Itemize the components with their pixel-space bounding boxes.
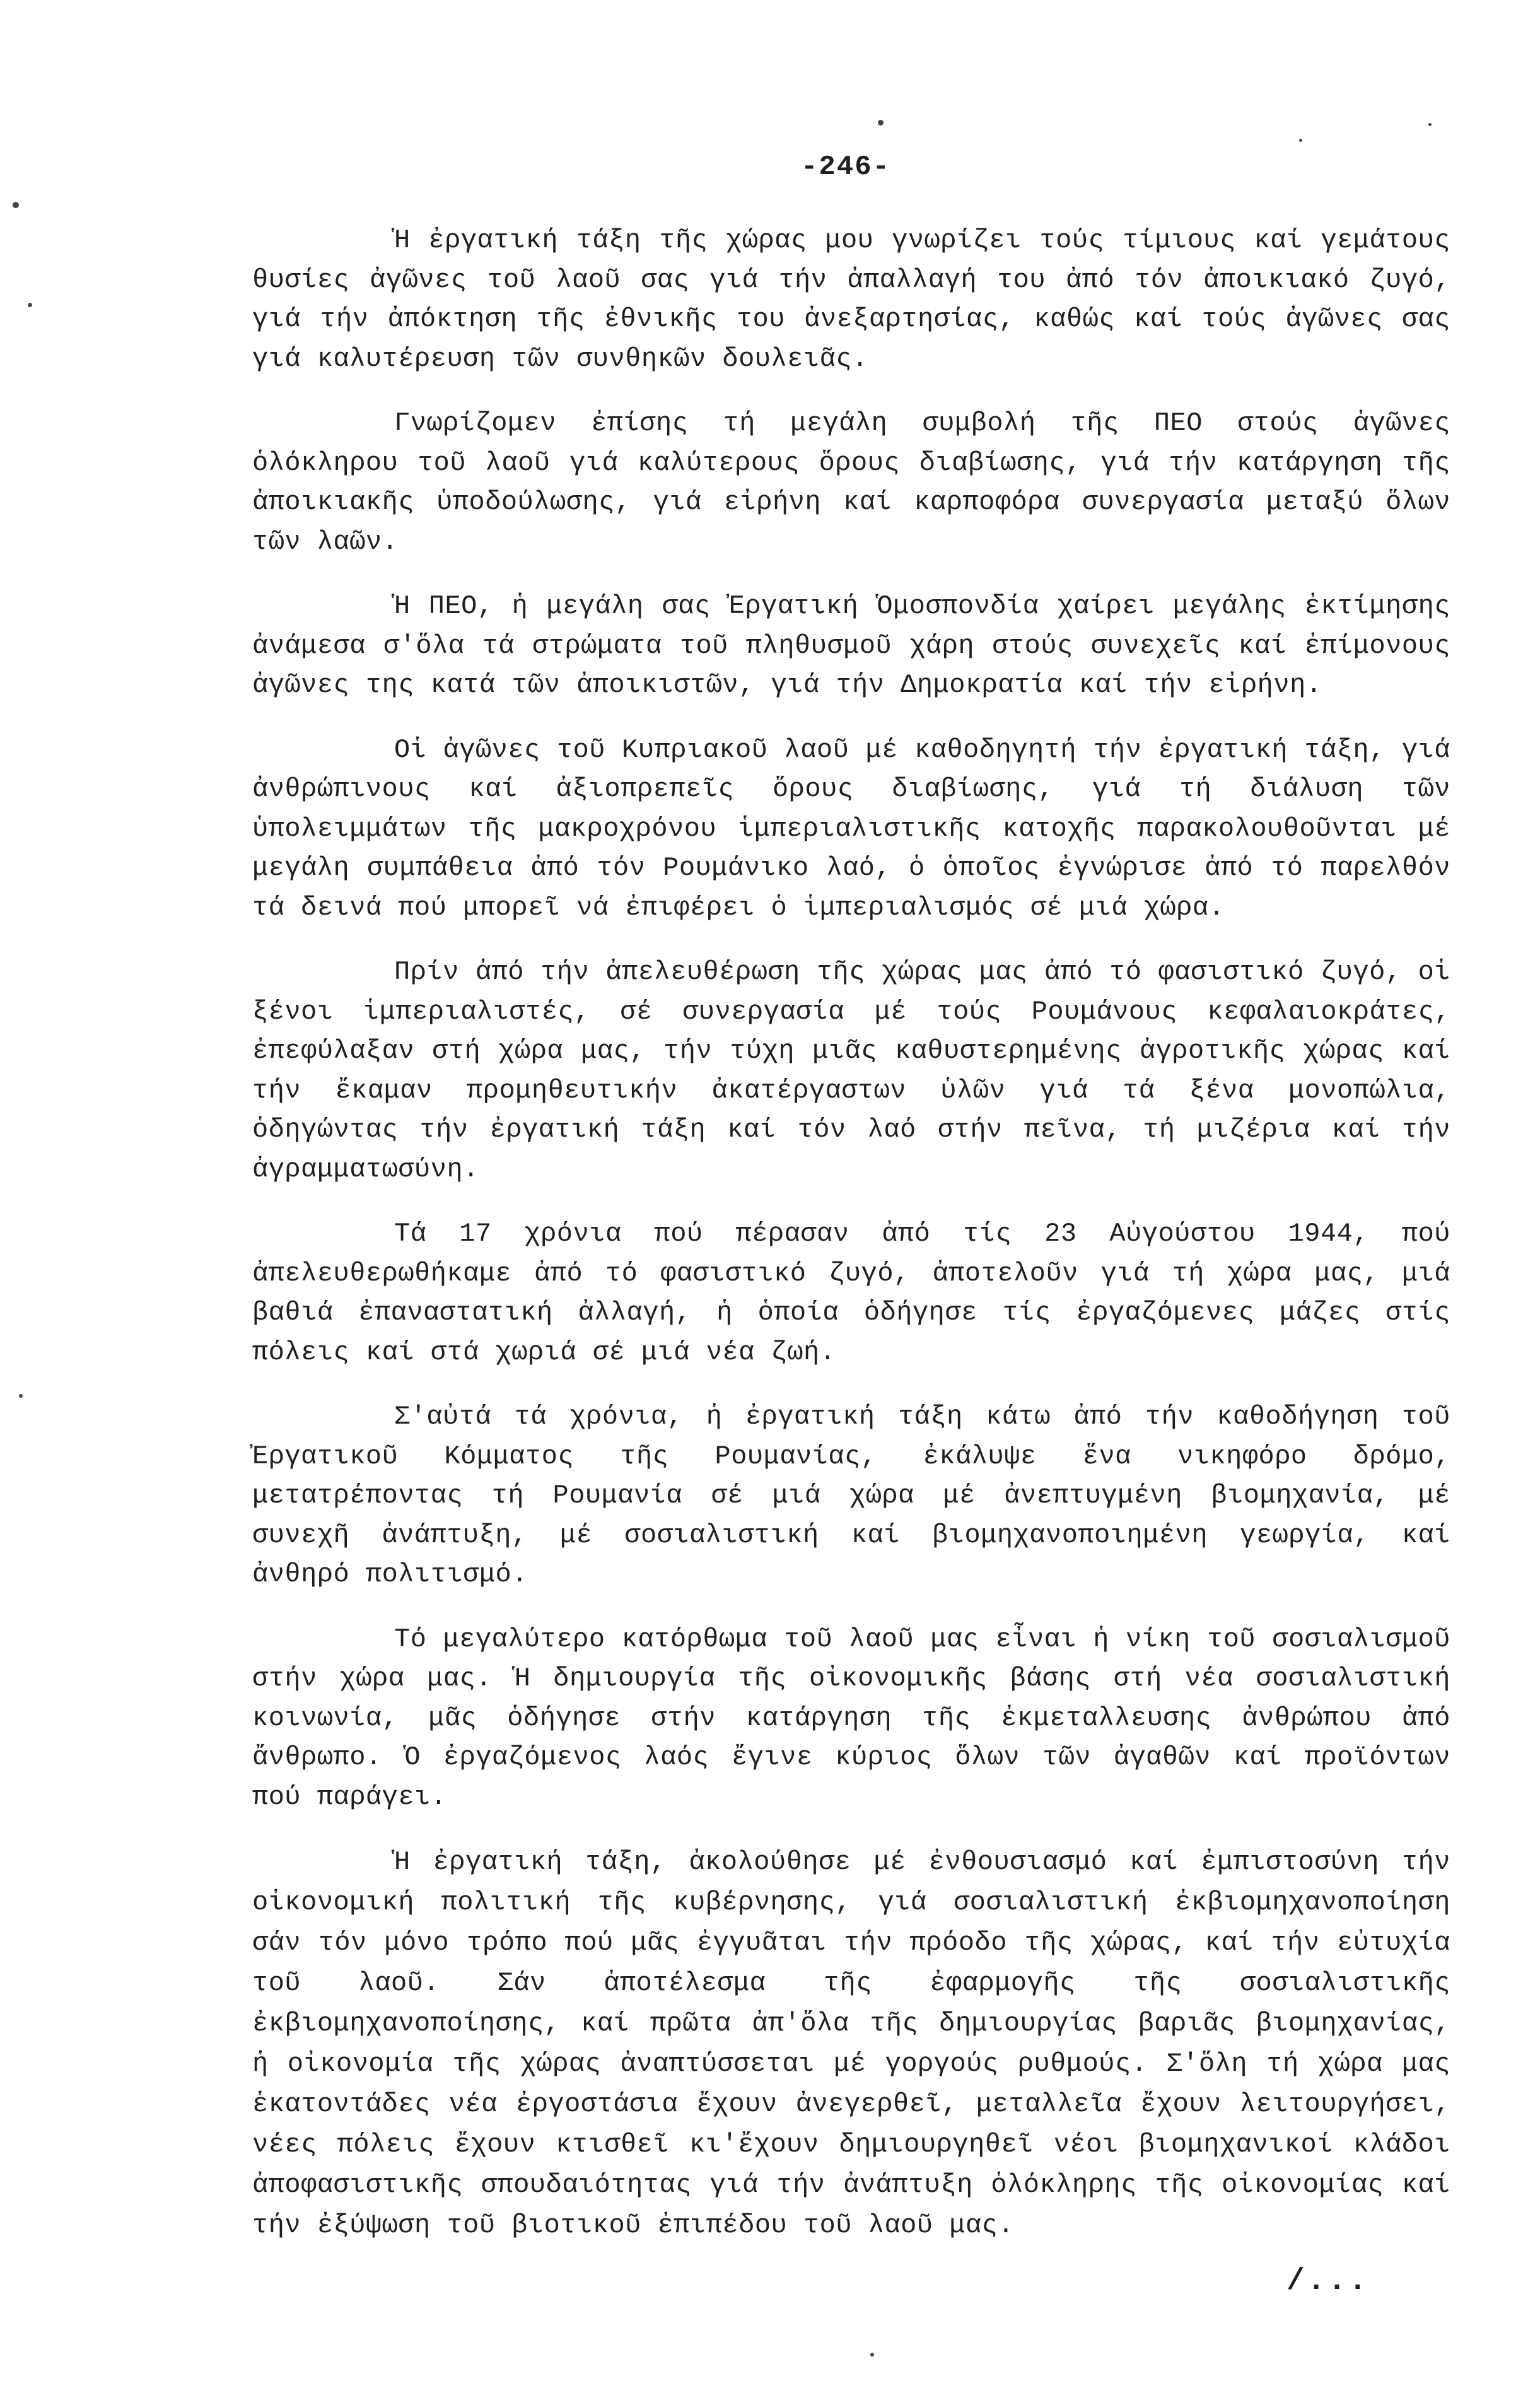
paragraph: Ἡ ἐργατική τάξη, ἀκολούθησε μέ ἐνθουσιασμό καί ἐμπιστοσύνη τήν οἰκονομική πολιτική τῆς κυβέρνησης, γιά σοσιαλιστική ἐκβιομηχανοποίηση σάν τόν μόνο τρόπο πού μᾶς ἐγγυᾶται τήν πρόοδο τῆς χώρας, καί τήν εὐτυχία τοῦ λαοῦ. Σάν ἀποτέλεσμα τῆς ἐφαρμογῆς τῆς σοσιαλιστικῆς ἐκβιομηχανοποίησης, καί πρῶτα ἀπ'ὅλα τῆς δημιουργίας βαριᾶς βιομηχανίας, ἡ οἰκονομία τῆς χώρας ἀναπτύσσεται μέ γοργούς ρυθμούς. Σ'ὅλη τή χώρα μας ἑκατοντάδες νέα ἐργοστάσια ἔχουν ἀνεγερθεῖ, μεταλλεῖα ἔχουν λειτουργήσει, νέες πόλεις ἔχουν κτισθεῖ κι'ἔχουν δημιουργηθεῖ νέοι βιομηχανικοί κλάδοι ἀποφασιστικῆς σπουδαιότητας γιά τήν ἀνάπτυξη ὁλόκληρης τῆς οἰκονομίας καί τήν ἐξύψωση τοῦ βιοτικοῦ ἐπιπέδου τοῦ λαοῦ μας. (252, 1847, 1450, 2240)
paragraph: Πρίν ἀπό τήν ἀπελευθέρωση τῆς χώρας μας ἀπό τό φασιστικό ζυγό, οἱ ξένοι ἱμπεριαλιστές, σέ συνεργασία μέ τούς Ρουμάνους κεφαλαιοκράτες, ἐπεφύλαξαν στή χώρα μας, τήν τύχη μιᾶς καθυστερημένης ἀγροτικῆς χώρας καί τήν ἔκαμαν προμηθευτικήν ἀκατέργαστων ὑλῶν γιά τά ξένα μονοπώλια, ὁδηγώντας τήν ἐργατική τάξη καί τόν λαό στήν πεῖνα, τή μιζέρια καί τήν ἀγραμματωσύνη. (252, 957, 1450, 1185)
body-text (252, 221, 1450, 2271)
paragraph: Οἱ ἀγῶνες τοῦ Κυπριακοῦ λαοῦ μέ καθοδηγητή τήν ἐργατική τάξη, γιά ἀνθρώπινους καί ἀξιοπρεπεῖς ὅρους διαβίωσης, γιά τή διάλυση τῶν ὑπολειμμάτων τῆς μακροχρόνου ἱμπεριαλιστικῆς κατοχῆς παρακολουθοῦνται μέ μεγάλη συμπάθεια ἀπό τόν Ρουμάνικο λαό, ὁ ὁποῖος ἐγνώρισε ἀπό τό παρελθόν τά δεινά πού μπορεῖ νά ἐπιφέρει ὁ ἱμπεριαλισμός σέ μιά χώρα. (252, 734, 1450, 923)
scan-speck (28, 303, 32, 307)
scan-speck (878, 120, 884, 126)
paragraph: Τό μεγαλύτερο κατόρθωμα τοῦ λαοῦ μας εἶναι ἡ νίκη τοῦ σοσιαλισμοῦ στήν χώρα μας. Ἡ δημιουργία τῆς οἰκονομικῆς βάσης στή νέα σοσιαλιστική κοινωνία, μᾶς ὁδήγησε στήν κατάργηση τῆς ἐκμεταλλευσης ἀνθρώπου ἀπό ἄνθρωπο. Ὁ ἐργαζόμενος λαός ἔγινε κύριος ὅλων τῶν ἀγαθῶν καί προϊόντων πού παράγει. (252, 1624, 1450, 1812)
continuation-mark: /... (1286, 2264, 1370, 2298)
paragraph: Ἡ ΠΕΟ, ἡ μεγάλη σας Ἐργατική Ὁμοσπονδία χαίρει μεγάλης ἐκτίμησης ἀνάμεσα σ'ὅλα τά στρώματα τοῦ πληθυσμοῦ χάρη στούς συνεχεῖς καί ἐπίμονους ἀγῶνες της κατά τῶν ἀποικιστῶν, γιά τήν Δημοκρατία καί τήν εἰρήνη. (252, 591, 1450, 700)
scan-speck (870, 2353, 874, 2357)
scan-speck (19, 1394, 23, 1398)
scan-speck (1428, 123, 1432, 126)
scan-speck (1299, 139, 1302, 142)
paragraph: Σ'αὐτά τά χρόνια, ἡ ἐργατική τάξη κάτω ἀπό τήν καθοδήγηση τοῦ Ἐργατικοῦ Κόμματος τῆς Ρουμανίας, ἐκάλυψε ἕνα νικηφόρο δρόμο, μετατρέποντας τή Ρουμανία σέ μιά χώρα μέ ἀνεπτυγμένη βιομηχανία, μέ συνεχῆ ἀνάπτυξη, μέ σοσιαλιστική καί βιομηχανοποιημένη γεωργία, καί ἀνθηρό πολιτισμό. (252, 1402, 1450, 1590)
paragraph: Ἡ ἐργατική τάξη τῆς χώρας μου γνωρίζει τούς τίμιους καί γεμάτους θυσίες ἀγῶνες τοῦ λαοῦ σας γιά τήν ἀπαλλαγή του ἀπό τόν ἀποικιακό ζυγό, γιά τήν ἀπόκτηση τῆς ἐθνικῆς του ἀνεξαρτησίας, καθώς καί τούς ἀγῶνες σας γιά καλυτέρευση τῶν συνθηκῶν δουλειᾶς. (252, 225, 1450, 374)
page-number: -246- (801, 151, 891, 183)
scan-speck (13, 202, 19, 208)
paragraph: Γνωρίζομεν ἐπίσης τή μεγάλη συμβολή τῆς ΠΕΟ στούς ἀγῶνες ὁλόκληρου τοῦ λαοῦ γιά καλύτερους ὅρους διαβίωσης, γιά τήν κατάργηση τῆς ἀποικιακῆς ὑποδούλωσης, γιά εἰρήνη καί καρποφόρα συνεργασία μεταξύ ὅλων τῶν λαῶν. (252, 408, 1450, 557)
paragraph: Τά 17 χρόνια πού πέρασαν ἀπό τίς 23 Αὐγούστου 1944, πού ἀπελευθερωθήκαμε ἀπό τό φασιστικό ζυγό, ἀποτελοῦν γιά τή χώρα μας, μιά βαθιά ἐπαναστατική ἀλλαγή, ἡ ὁποία ὁδήγησε τίς ἐργαζόμενες μάζες στίς πόλεις καί στά χωριά σέ μιά νέα ζωή. (252, 1219, 1450, 1367)
